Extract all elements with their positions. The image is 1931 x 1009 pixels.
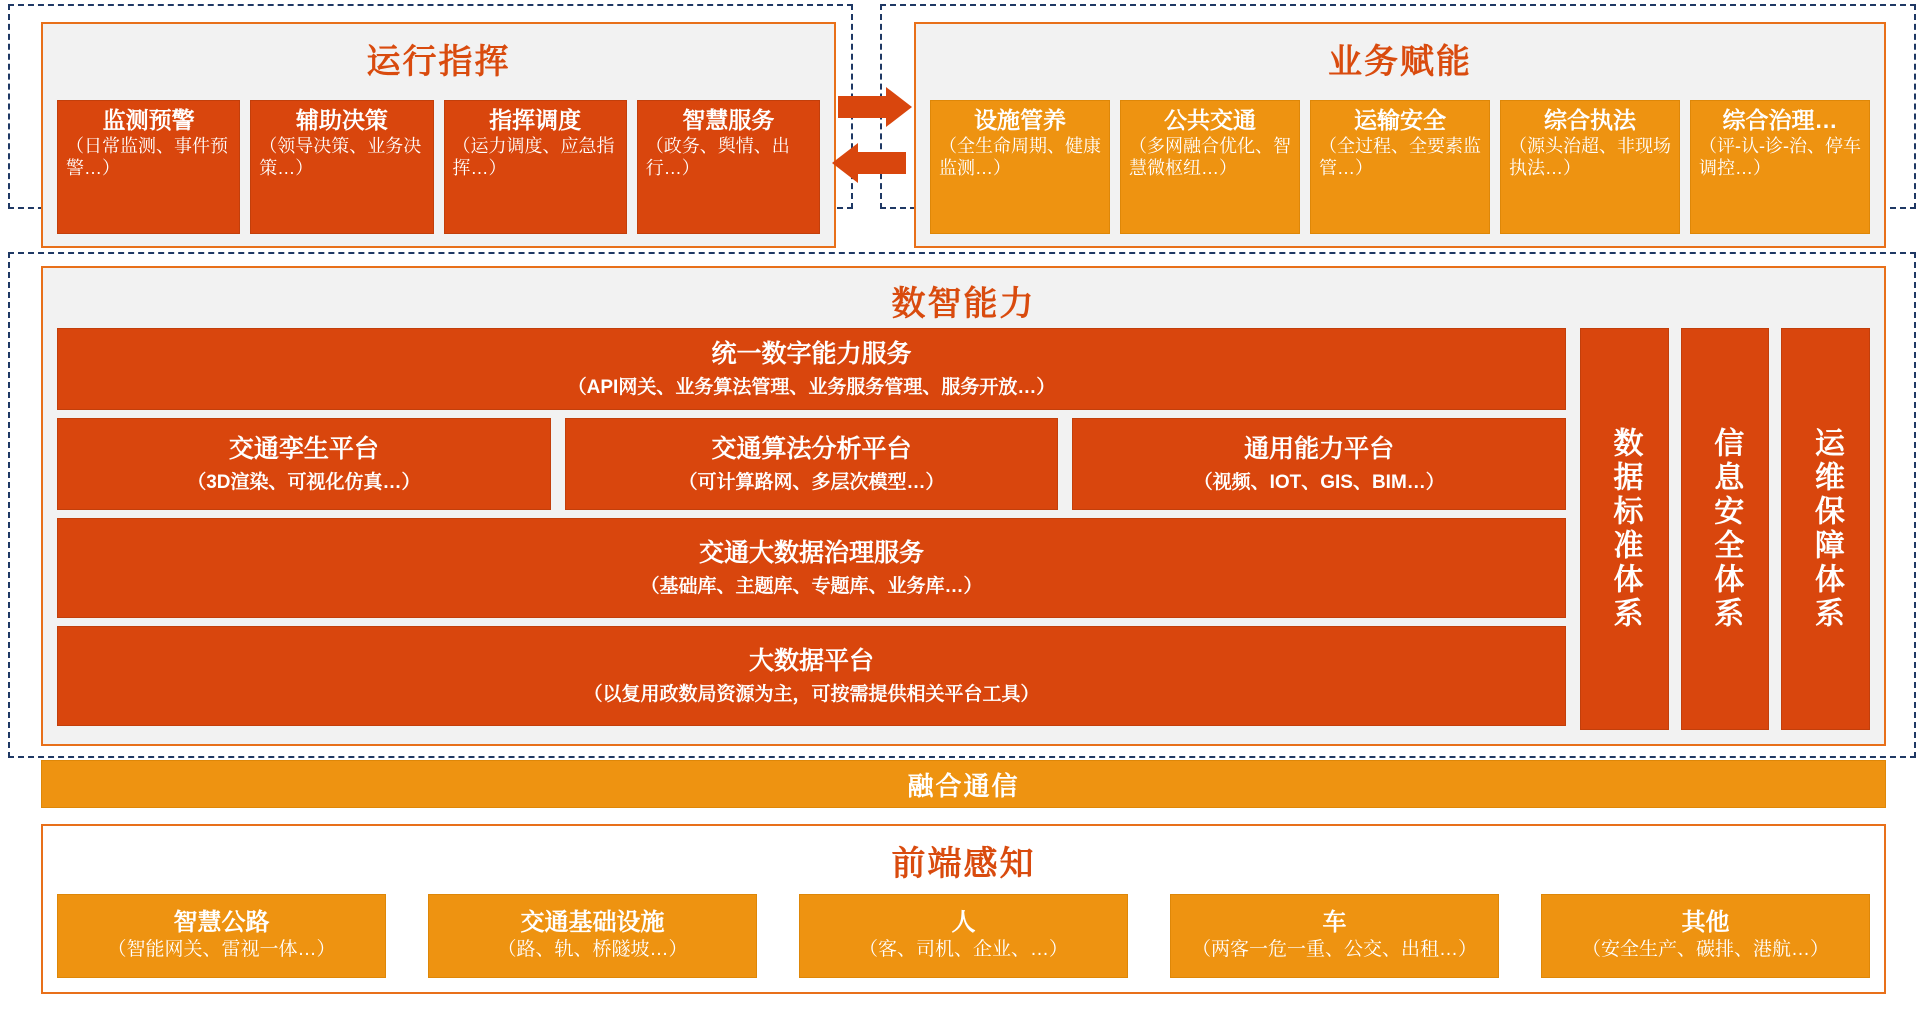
business-enablement-title: 业务赋能	[1328, 43, 1472, 81]
sensing-item[interactable]	[799, 894, 1128, 978]
arrow-right-icon	[838, 96, 886, 118]
business-item-title: 公共交通	[1164, 107, 1256, 133]
platform-title: 交通孪生平台	[228, 435, 379, 463]
sensing-item-desc: （智能网关、雷视一体…）	[107, 939, 336, 961]
platform-desc: （可计算路网、多层次模型…）	[678, 472, 945, 493]
converged-communication-band[interactable]	[41, 760, 1886, 808]
business-item[interactable]	[1310, 100, 1490, 234]
business-item-desc: （全生命周期、健康监测…）	[939, 136, 1101, 178]
platform-block[interactable]	[1072, 418, 1566, 510]
business-item[interactable]	[1120, 100, 1300, 234]
sensing-item-title: 人	[951, 908, 976, 936]
sensing-item-desc: （安全生产、碳排、港航…）	[1581, 939, 1829, 961]
business-item-title: 设施管养	[974, 107, 1066, 133]
bigdata-platform-title: 大数据平台	[748, 647, 874, 675]
business-item[interactable]	[930, 100, 1110, 234]
operation-item-title: 智慧服务	[682, 107, 775, 133]
operation-item-title: 辅助决策	[295, 107, 388, 133]
business-enablement-items	[930, 100, 1870, 234]
platform-block[interactable]	[57, 418, 551, 510]
operation-command-items	[57, 100, 820, 234]
support-systems	[1580, 328, 1870, 730]
platform-desc: （3D渲染、可视化仿真…）	[187, 472, 421, 493]
operation-item-desc: （日常监测、事件预警…）	[66, 136, 228, 178]
operation-item[interactable]	[444, 100, 627, 234]
sensing-item[interactable]	[1541, 894, 1870, 978]
sensing-item-title: 车	[1322, 908, 1347, 936]
business-item-desc: （多网融合优化、智慧微枢纽…）	[1129, 136, 1291, 178]
support-system-operation-maintenance[interactable]	[1781, 328, 1870, 730]
operation-item-desc: （运力调度、应急指挥…）	[452, 136, 615, 178]
operation-item-title: 监测预警	[102, 107, 195, 133]
front-end-sensing-items	[57, 894, 1870, 978]
bigdata-platform-desc: （以复用政数局资源为主，可按需提供相关平台工具）	[583, 684, 1040, 705]
support-system-label: 数据标准体系	[1608, 427, 1642, 631]
digital-capability-panel	[41, 266, 1886, 746]
operation-item[interactable]	[250, 100, 433, 234]
bigdata-platform-block[interactable]	[57, 626, 1566, 726]
capability-layers	[57, 328, 1566, 730]
operation-item-title: 指挥调度	[489, 107, 582, 133]
platform-desc: （视频、IOT、GIS、BIM…）	[1193, 472, 1445, 493]
front-end-sensing-title: 前端感知	[891, 845, 1036, 883]
operation-item[interactable]	[57, 100, 240, 234]
sensing-item[interactable]	[1170, 894, 1499, 978]
operation-item-desc: （领导决策、业务决策…）	[259, 136, 422, 178]
sensing-item-desc: （两客一危一重、公交、出租…）	[1191, 939, 1477, 961]
business-item[interactable]	[1690, 100, 1870, 234]
business-item[interactable]	[1500, 100, 1680, 234]
platform-title: 交通算法分析平台	[711, 435, 912, 463]
sensing-item-desc: （客、司机、企业、…）	[858, 939, 1068, 961]
business-item-desc: （全过程、全要素监管…）	[1319, 136, 1481, 178]
operation-command-title: 运行指挥	[366, 43, 511, 81]
sensing-item-desc: （路、轨、桥隧坡…）	[497, 939, 688, 961]
business-item-title: 综合执法	[1544, 107, 1636, 133]
sensing-item[interactable]	[428, 894, 757, 978]
data-governance-title: 交通大数据治理服务	[698, 539, 924, 567]
data-governance-block[interactable]	[57, 518, 1566, 618]
support-system-information-security[interactable]	[1681, 328, 1770, 730]
unified-digital-service-title: 统一数字能力服务	[711, 340, 912, 368]
support-system-label: 运维保障体系	[1809, 427, 1843, 631]
converged-communication-title: 融合通信	[907, 770, 1020, 801]
platform-title: 通用能力平台	[1244, 435, 1395, 463]
sensing-item-title: 交通基础设施	[520, 908, 665, 936]
unified-digital-service-block[interactable]	[57, 328, 1566, 410]
business-enablement-panel	[914, 22, 1886, 248]
business-item-title: 运输安全	[1354, 107, 1446, 133]
sensing-item[interactable]	[57, 894, 386, 978]
platform-block[interactable]	[565, 418, 1059, 510]
unified-digital-service-desc: （API网关、业务算法管理、业务服务管理、服务开放…）	[567, 377, 1056, 398]
digital-capability-body	[57, 328, 1870, 730]
support-system-label: 信息安全体系	[1709, 427, 1743, 631]
front-end-sensing-panel	[41, 824, 1886, 994]
operation-item[interactable]	[637, 100, 820, 234]
operation-command-panel	[41, 22, 836, 248]
business-item-title: 综合治理…	[1722, 107, 1838, 133]
business-item-desc: （评-认-诊-治、停车调控…）	[1699, 136, 1861, 178]
sensing-item-title: 其他	[1681, 908, 1730, 936]
sensing-item-title: 智慧公路	[173, 908, 270, 936]
support-system-data-standard[interactable]	[1580, 328, 1669, 730]
capability-platform-row	[57, 418, 1566, 510]
bidirectional-arrows	[838, 90, 910, 188]
digital-capability-title: 数智能力	[891, 285, 1036, 323]
business-item-desc: （源头治超、非现场执法…）	[1509, 136, 1671, 178]
data-governance-desc: （基础库、主题库、专题库、业务库…）	[640, 576, 983, 597]
arrow-left-icon	[858, 152, 906, 174]
operation-item-desc: （政务、舆情、出行…）	[645, 136, 790, 178]
